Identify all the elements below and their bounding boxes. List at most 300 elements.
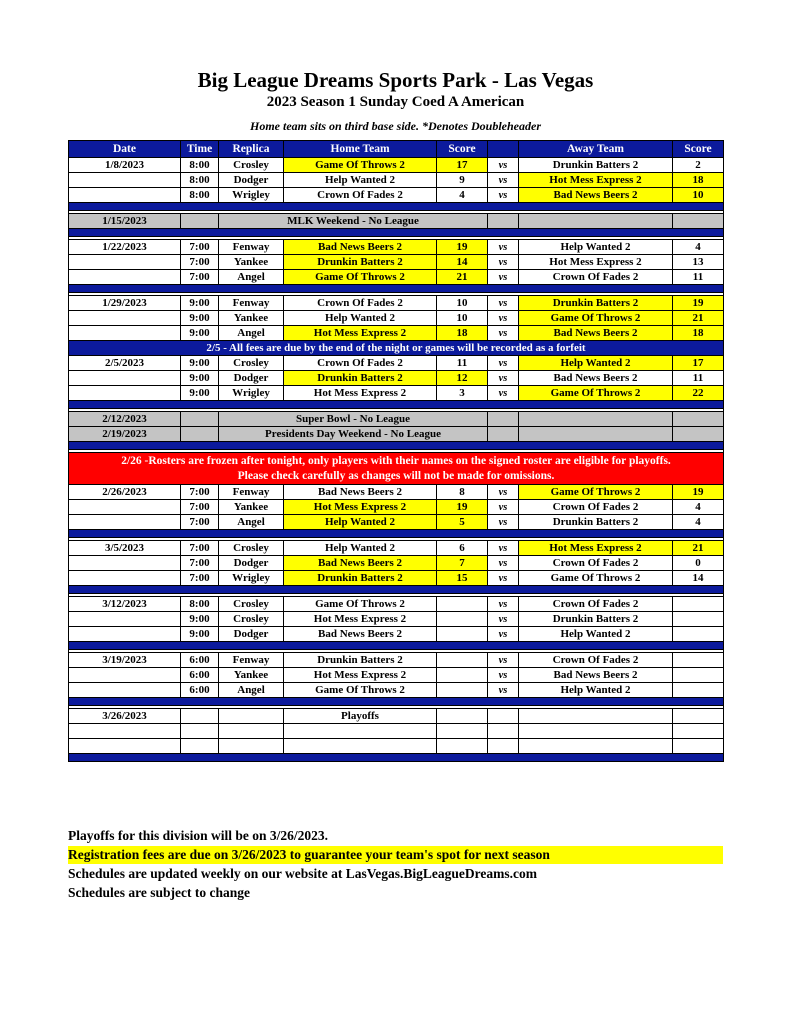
time-cell: 8:00 [181, 597, 219, 612]
time-cell: 7:00 [181, 556, 219, 571]
home-team-cell: Drunkin Batters 2 [284, 571, 437, 586]
divider-cell [69, 401, 724, 409]
divider-cell [69, 229, 724, 237]
vs-cell: vs [488, 485, 519, 500]
home-team-cell: Game Of Throws 2 [284, 597, 437, 612]
away-team-cell: Bad News Beers 2 [519, 371, 673, 386]
away-score-cell [673, 739, 724, 754]
date-cell: 2/26/2023 [69, 485, 181, 500]
away-team-cell: Help Wanted 2 [519, 356, 673, 371]
time-cell: 8:00 [181, 173, 219, 188]
game-row [69, 683, 724, 698]
game-row [69, 240, 724, 255]
away-team-cell [519, 427, 673, 442]
replica-cell [219, 724, 284, 739]
date-cell [69, 270, 181, 285]
vs-cell [488, 739, 519, 754]
event-label-cell: Playoffs [284, 709, 437, 724]
home-score-cell [437, 739, 488, 754]
time-cell: 9:00 [181, 627, 219, 642]
vs-cell: vs [488, 158, 519, 173]
home-team-cell: Crown Of Fades 2 [284, 356, 437, 371]
divider-cell [69, 203, 724, 211]
game-row [69, 653, 724, 668]
date-cell [69, 311, 181, 326]
divider-cell [69, 442, 724, 450]
game-row [69, 255, 724, 270]
replica-cell: Yankee [219, 311, 284, 326]
no-league-row [69, 412, 724, 427]
game-row [69, 597, 724, 612]
col-header-vs [488, 141, 519, 158]
time-cell: 9:00 [181, 386, 219, 401]
vs-cell: vs [488, 612, 519, 627]
time-cell [181, 427, 219, 442]
roster-freeze-note-line: Please check carefully as changes will not be made for omissions. [237, 469, 555, 482]
replica-cell: Fenway [219, 240, 284, 255]
away-team-cell: Drunkin Batters 2 [519, 296, 673, 311]
home-team-cell: Help Wanted 2 [284, 515, 437, 530]
event-label-cell: Presidents Day Weekend - No League [219, 427, 488, 442]
vs-cell: vs [488, 240, 519, 255]
home-team-cell: Game Of Throws 2 [284, 270, 437, 285]
empty-row [69, 739, 724, 754]
date-cell: 1/22/2023 [69, 240, 181, 255]
vs-cell: vs [488, 371, 519, 386]
game-row [69, 158, 724, 173]
footer-website-note: Schedules are updated weekly on our website at LasVegas.BigLeagueDreams.com [68, 866, 538, 881]
away-score-cell [673, 612, 724, 627]
vs-cell: vs [488, 597, 519, 612]
home-score-cell: 5 [437, 515, 488, 530]
game-row [69, 326, 724, 341]
game-row [69, 500, 724, 515]
away-team-cell: Help Wanted 2 [519, 240, 673, 255]
time-cell: 7:00 [181, 541, 219, 556]
time-cell: 6:00 [181, 653, 219, 668]
home-score-cell: 17 [437, 158, 488, 173]
divider-cell [69, 586, 724, 594]
away-team-cell [519, 412, 673, 427]
date-cell: 2/5/2023 [69, 356, 181, 371]
away-score-cell [673, 427, 724, 442]
page-title: Big League Dreams Sports Park - Las Vegas [197, 68, 594, 92]
replica-cell: Crosley [219, 597, 284, 612]
event-label-cell: Super Bowl - No League [219, 412, 488, 427]
away-team-cell: Hot Mess Express 2 [519, 541, 673, 556]
playoffs-row [69, 709, 724, 724]
vs-cell: vs [488, 173, 519, 188]
replica-cell: Wrigley [219, 571, 284, 586]
home-score-cell [437, 653, 488, 668]
home-score-cell: 6 [437, 541, 488, 556]
home-score-cell [437, 668, 488, 683]
game-row [69, 371, 724, 386]
home-team-cell: Drunkin Batters 2 [284, 255, 437, 270]
game-row [69, 515, 724, 530]
away-score-cell: 11 [673, 371, 724, 386]
section-divider-row [69, 285, 724, 293]
time-cell: 8:00 [181, 158, 219, 173]
home-score-cell: 11 [437, 356, 488, 371]
home-score-cell [437, 724, 488, 739]
date-cell [69, 627, 181, 642]
time-cell: 9:00 [181, 356, 219, 371]
col-header-time: Time [181, 141, 219, 158]
divider-cell [69, 754, 724, 762]
date-cell [69, 556, 181, 571]
vs-cell: vs [488, 541, 519, 556]
page-subtitle: 2023 Season 1 Sunday Coed A American [266, 94, 525, 110]
col-header-replica: Replica [219, 141, 284, 158]
away-team-cell: Drunkin Batters 2 [519, 515, 673, 530]
game-row [69, 188, 724, 203]
away-score-cell [673, 214, 724, 229]
away-team-cell: Drunkin Batters 2 [519, 612, 673, 627]
away-team-cell [519, 724, 673, 739]
game-row [69, 270, 724, 285]
date-cell [69, 571, 181, 586]
vs-cell: vs [488, 627, 519, 642]
replica-cell: Dodger [219, 627, 284, 642]
away-score-cell: 4 [673, 500, 724, 515]
away-team-cell: Game Of Throws 2 [519, 386, 673, 401]
replica-cell: Fenway [219, 296, 284, 311]
section-divider-row [69, 754, 724, 762]
replica-cell: Yankee [219, 255, 284, 270]
away-score-cell: 21 [673, 541, 724, 556]
time-cell: 7:00 [181, 485, 219, 500]
date-cell: 3/26/2023 [69, 709, 181, 724]
time-cell: 6:00 [181, 668, 219, 683]
replica-cell: Yankee [219, 668, 284, 683]
section-divider-row [69, 401, 724, 409]
home-team-cell: Hot Mess Express 2 [284, 668, 437, 683]
away-team-cell: Bad News Beers 2 [519, 326, 673, 341]
away-team-cell: Crown Of Fades 2 [519, 270, 673, 285]
vs-cell: vs [488, 270, 519, 285]
date-cell: 1/8/2023 [69, 158, 181, 173]
home-score-cell [437, 627, 488, 642]
date-cell [69, 612, 181, 627]
away-team-cell [519, 214, 673, 229]
replica-cell: Angel [219, 515, 284, 530]
col-header-home-team: Home Team [284, 141, 437, 158]
time-cell: 7:00 [181, 270, 219, 285]
home-team-cell: Help Wanted 2 [284, 541, 437, 556]
event-label-cell: MLK Weekend - No League [219, 214, 488, 229]
table-header-row [69, 141, 724, 158]
game-row [69, 541, 724, 556]
divider-cell [69, 698, 724, 706]
time-cell: 7:00 [181, 571, 219, 586]
replica-cell: Crosley [219, 158, 284, 173]
away-score-cell [673, 653, 724, 668]
home-score-cell [437, 683, 488, 698]
divider-cell [69, 530, 724, 538]
home-score-cell: 10 [437, 311, 488, 326]
away-score-cell: 18 [673, 326, 724, 341]
away-team-cell: Crown Of Fades 2 [519, 597, 673, 612]
replica-cell: Yankee [219, 500, 284, 515]
vs-cell: vs [488, 556, 519, 571]
vs-cell: vs [488, 188, 519, 203]
time-cell [181, 709, 219, 724]
game-row [69, 311, 724, 326]
away-score-cell: 10 [673, 188, 724, 203]
time-cell [181, 724, 219, 739]
time-cell [181, 739, 219, 754]
away-team-cell: Hot Mess Express 2 [519, 255, 673, 270]
away-score-cell: 19 [673, 296, 724, 311]
divider-cell [69, 642, 724, 650]
replica-cell: Crosley [219, 356, 284, 371]
schedule-table [68, 140, 724, 762]
section-divider-row [69, 530, 724, 538]
home-team-cell: Hot Mess Express 2 [284, 612, 437, 627]
replica-cell: Fenway [219, 485, 284, 500]
game-row [69, 356, 724, 371]
game-row [69, 296, 724, 311]
replica-cell: Angel [219, 683, 284, 698]
away-team-cell [519, 709, 673, 724]
away-team-cell: Drunkin Batters 2 [519, 158, 673, 173]
date-cell [69, 255, 181, 270]
away-score-cell: 13 [673, 255, 724, 270]
away-score-cell [673, 709, 724, 724]
away-score-cell [673, 597, 724, 612]
time-cell: 7:00 [181, 515, 219, 530]
away-score-cell [673, 668, 724, 683]
game-row [69, 556, 724, 571]
vs-cell: vs [488, 515, 519, 530]
roster-freeze-note-line: 2/26 -Rosters are frozen after tonight, only players with their names on the signed roster are eligible for playoffs. [121, 454, 671, 467]
section-divider-row [69, 698, 724, 706]
home-score-cell: 15 [437, 571, 488, 586]
vs-cell: vs [488, 653, 519, 668]
home-team-cell: Help Wanted 2 [284, 311, 437, 326]
vs-cell [488, 724, 519, 739]
date-cell [69, 500, 181, 515]
replica-cell [219, 709, 284, 724]
home-team-cell: Help Wanted 2 [284, 173, 437, 188]
time-cell: 9:00 [181, 296, 219, 311]
home-team-cell: Drunkin Batters 2 [284, 371, 437, 386]
away-score-cell [673, 683, 724, 698]
away-score-cell: 14 [673, 571, 724, 586]
vs-cell: vs [488, 356, 519, 371]
vs-cell: vs [488, 571, 519, 586]
replica-cell: Wrigley [219, 386, 284, 401]
footer-notes [68, 827, 723, 903]
away-score-cell: 21 [673, 311, 724, 326]
date-cell: 1/15/2023 [69, 214, 181, 229]
home-team-cell: Hot Mess Express 2 [284, 326, 437, 341]
time-cell [181, 214, 219, 229]
home-score-cell [437, 709, 488, 724]
date-cell [69, 173, 181, 188]
away-team-cell: Game Of Throws 2 [519, 571, 673, 586]
away-team-cell: Bad News Beers 2 [519, 668, 673, 683]
date-cell: 3/19/2023 [69, 653, 181, 668]
vs-cell: vs [488, 500, 519, 515]
home-team-cell: Drunkin Batters 2 [284, 653, 437, 668]
section-divider-row [69, 229, 724, 237]
vs-cell [488, 214, 519, 229]
replica-cell: Angel [219, 270, 284, 285]
away-team-cell: Hot Mess Express 2 [519, 173, 673, 188]
section-divider-row [69, 442, 724, 450]
no-league-row [69, 427, 724, 442]
home-score-cell: 18 [437, 326, 488, 341]
game-row [69, 386, 724, 401]
header-note: Home team sits on third base side. *Denotes Doubleheader [250, 119, 541, 133]
date-cell: 2/12/2023 [69, 412, 181, 427]
home-score-cell: 19 [437, 500, 488, 515]
col-header-home-score: Score [437, 141, 488, 158]
time-cell: 9:00 [181, 311, 219, 326]
date-cell [69, 668, 181, 683]
roster-freeze-note-row [69, 453, 724, 485]
away-team-cell: Help Wanted 2 [519, 683, 673, 698]
replica-cell: Angel [219, 326, 284, 341]
home-team-cell: Crown Of Fades 2 [284, 188, 437, 203]
home-score-cell: 19 [437, 240, 488, 255]
home-score-cell [437, 597, 488, 612]
away-team-cell: Game Of Throws 2 [519, 485, 673, 500]
footer-playoffs-note: Playoffs for this division will be on 3/26/2023. [68, 828, 329, 843]
date-cell: 3/5/2023 [69, 541, 181, 556]
game-row [69, 668, 724, 683]
home-score-cell [437, 612, 488, 627]
game-row [69, 173, 724, 188]
time-cell: 7:00 [181, 500, 219, 515]
home-team-cell: Crown Of Fades 2 [284, 296, 437, 311]
home-team-cell: Game Of Throws 2 [284, 158, 437, 173]
away-score-cell [673, 412, 724, 427]
home-score-cell: 10 [437, 296, 488, 311]
away-score-cell: 17 [673, 356, 724, 371]
home-score-cell: 3 [437, 386, 488, 401]
time-cell: 9:00 [181, 612, 219, 627]
section-divider-row [69, 642, 724, 650]
date-cell [69, 188, 181, 203]
vs-cell: vs [488, 683, 519, 698]
replica-cell: Fenway [219, 653, 284, 668]
home-score-cell: 9 [437, 173, 488, 188]
replica-cell: Dodger [219, 556, 284, 571]
replica-cell: Crosley [219, 541, 284, 556]
away-score-cell [673, 724, 724, 739]
away-team-cell: Crown Of Fades 2 [519, 556, 673, 571]
time-cell: 7:00 [181, 240, 219, 255]
game-row [69, 571, 724, 586]
home-team-cell: Hot Mess Express 2 [284, 500, 437, 515]
date-cell [69, 326, 181, 341]
vs-cell: vs [488, 326, 519, 341]
footer-registration-note: Registration fees are due on 3/26/2023 to guarantee your team's spot for next season [68, 846, 723, 864]
section-divider-row [69, 586, 724, 594]
home-team-cell [284, 724, 437, 739]
time-cell [181, 412, 219, 427]
col-header-away-score: Score [673, 141, 724, 158]
replica-cell: Wrigley [219, 188, 284, 203]
away-team-cell: Help Wanted 2 [519, 627, 673, 642]
replica-cell: Dodger [219, 371, 284, 386]
date-cell [69, 683, 181, 698]
vs-cell: vs [488, 668, 519, 683]
away-score-cell: 0 [673, 556, 724, 571]
vs-cell: vs [488, 296, 519, 311]
divider-cell [69, 285, 724, 293]
vs-cell: vs [488, 386, 519, 401]
home-score-cell: 7 [437, 556, 488, 571]
away-score-cell: 22 [673, 386, 724, 401]
date-cell: 2/19/2023 [69, 427, 181, 442]
time-cell: 7:00 [181, 255, 219, 270]
time-cell: 8:00 [181, 188, 219, 203]
footer-change-note: Schedules are subject to change [68, 885, 250, 900]
fees-due-note-row [69, 341, 724, 356]
note-cell [69, 453, 724, 485]
vs-cell [488, 427, 519, 442]
home-team-cell: Bad News Beers 2 [284, 240, 437, 255]
vs-cell [488, 709, 519, 724]
away-score-cell: 18 [673, 173, 724, 188]
away-score-cell [673, 627, 724, 642]
away-score-cell: 4 [673, 240, 724, 255]
home-team-cell: Hot Mess Express 2 [284, 386, 437, 401]
home-team-cell: Game Of Throws 2 [284, 683, 437, 698]
date-cell [69, 386, 181, 401]
vs-cell [488, 412, 519, 427]
time-cell: 9:00 [181, 371, 219, 386]
home-score-cell: 4 [437, 188, 488, 203]
date-cell [69, 739, 181, 754]
away-score-cell: 4 [673, 515, 724, 530]
home-team-cell: Bad News Beers 2 [284, 485, 437, 500]
note-cell: 2/5 - All fees are due by the end of the night or games will be recorded as a forfeit [69, 341, 724, 356]
game-row [69, 627, 724, 642]
no-league-row [69, 214, 724, 229]
away-team-cell: Crown Of Fades 2 [519, 500, 673, 515]
replica-cell: Crosley [219, 612, 284, 627]
col-header-away-team: Away Team [519, 141, 673, 158]
date-cell [69, 371, 181, 386]
time-cell: 9:00 [181, 326, 219, 341]
col-header-date: Date [69, 141, 181, 158]
home-score-cell: 14 [437, 255, 488, 270]
date-cell [69, 724, 181, 739]
date-cell [69, 515, 181, 530]
vs-cell: vs [488, 311, 519, 326]
date-cell: 1/29/2023 [69, 296, 181, 311]
section-divider-row [69, 203, 724, 211]
home-score-cell: 8 [437, 485, 488, 500]
empty-row [69, 724, 724, 739]
vs-cell: vs [488, 255, 519, 270]
away-score-cell: 11 [673, 270, 724, 285]
away-team-cell: Bad News Beers 2 [519, 188, 673, 203]
away-score-cell: 19 [673, 485, 724, 500]
home-score-cell: 12 [437, 371, 488, 386]
home-team-cell [284, 739, 437, 754]
time-cell: 6:00 [181, 683, 219, 698]
replica-cell [219, 739, 284, 754]
game-row [69, 485, 724, 500]
home-score-cell: 21 [437, 270, 488, 285]
away-team-cell: Game Of Throws 2 [519, 311, 673, 326]
